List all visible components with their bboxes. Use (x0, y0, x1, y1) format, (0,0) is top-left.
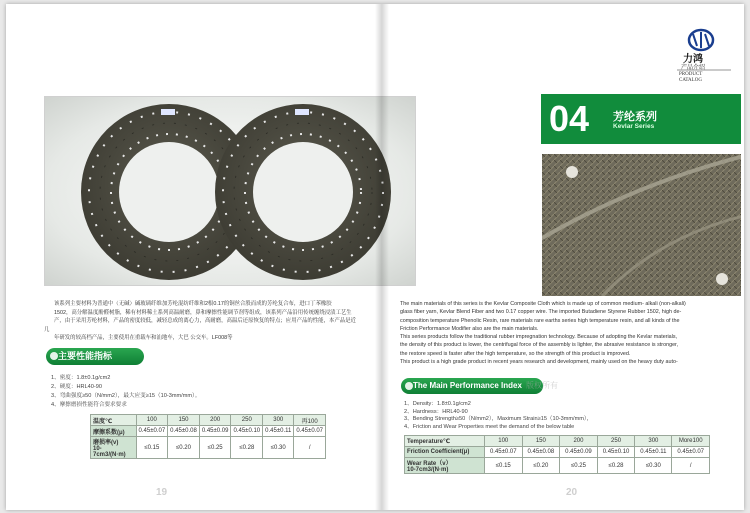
description-en-line: Friction Performance Modifier also are the main materials. (400, 325, 539, 332)
property-item: 2、Hardness：HRL40-90 (404, 408, 468, 415)
table-cell: 0.45±0.07 (484, 447, 522, 458)
performance-title-cn (46, 348, 144, 365)
table-row-label (405, 458, 485, 474)
bullet-dot-icon (405, 382, 413, 390)
description-en-line: the restore speed is faster after the high temperature, so the strength of this product is improved. (400, 350, 631, 357)
table-cell: 0.45±0.08 (168, 426, 200, 437)
property-item: 3、弯曲强度≥50（N/mm2），最大应变≥15（10-3mm/mm）。 (51, 393, 201, 399)
properties-list-cn (51, 374, 200, 410)
table-header-cell: 200 (560, 436, 598, 447)
description-en-line: composition temperature Phenolic Resin, rare materials rare earths series high temperature resin, and all kinds of the (400, 317, 680, 324)
table-row (405, 436, 710, 447)
wear-label-line: Wear Rate（v） (407, 461, 452, 467)
description-cn-line: 年研发的较高档产品，主要使用在重载车和汕地车，大巴 公交车。LF008等 (54, 335, 233, 341)
table-cell: 0.45±0.09 (199, 426, 231, 437)
wear-label-unit: 10-7cm3/(N·m) (407, 467, 449, 473)
table-header-cell: 100 (484, 436, 522, 447)
wear-label-unit: 10-7cm3/(N·m) (93, 446, 126, 458)
property-item: 4、Friction and Wear Properties meet the demand of the below table (404, 423, 575, 430)
page-gutter (375, 4, 389, 510)
description-en-line: This product is a high grade product in recent years research and development, mainly used on the heavy duty auto- (400, 359, 678, 366)
property-item: 4、摩擦磨损性能符合要求要求 (51, 402, 127, 408)
description-cn-line: 产，由于采用芳纶材料，产品的密度较低，减轻总成的离心力，高耐磨，高温后还原恢复的特点；应用产品的性能，本产品是近几 (44, 318, 356, 333)
table-cell: ≤0.20 (168, 437, 200, 459)
catalog-spread (6, 4, 744, 510)
page-number-left-text: 19 (156, 487, 168, 498)
property-item: 1、Density：1.8±0.1g/cm2 (404, 401, 471, 407)
performance-table-cn (90, 414, 326, 459)
description-en-line: the density of this product is lower, the centrifugal force of the assembly is lighter, the abrasive resistance is stronger, (400, 342, 679, 349)
table-header-cell: 250 (597, 436, 635, 447)
table-row (91, 426, 326, 437)
table-cell: 0.45±0.10 (597, 447, 635, 458)
brand-logo (667, 26, 741, 90)
page-number-right (566, 487, 577, 498)
clutch-disc-photo (44, 96, 416, 286)
table-row (405, 458, 710, 474)
wear-label-line: 磨损率(v) (93, 440, 119, 446)
table-cell: ≤0.15 (136, 437, 168, 459)
table-cell: 0.45±0.11 (263, 426, 294, 437)
table-cell: 0.45±0.08 (522, 447, 560, 458)
material-closeup-illustration (542, 154, 741, 296)
performance-title-en (401, 378, 543, 394)
series-title-cn: 芳纶系列 (613, 111, 657, 123)
properties-list-en (404, 401, 592, 431)
table-row (91, 415, 326, 426)
description-cn-line: 该系列主要材料为普通中（无碱）碱玻璃纤维加芳纶混纺纤维和2根0.17的铜丝合股而成的芳纶复合布，进口丁苯橡胶 (54, 301, 332, 307)
table-row-label: 摩擦系数(μ) (91, 426, 137, 437)
series-title-en: Kevlar Series (613, 123, 655, 130)
table-cell: ≤0.25 (199, 437, 231, 459)
table-cell: 0.45±0.11 (635, 447, 672, 458)
table-cell: ≤0.28 (597, 458, 635, 474)
watermark: 版权所有 (526, 381, 558, 390)
description-en (400, 300, 740, 366)
performance-title-en-text: The Main Performance Index (413, 381, 522, 390)
clutch-disc-right (215, 104, 391, 280)
table-cell: ≤0.20 (522, 458, 560, 474)
table-cell: ≤0.30 (263, 437, 294, 459)
bullet-dot-icon (50, 352, 58, 360)
table-cell: 0.45±0.07 (672, 447, 710, 458)
table-row (405, 447, 710, 458)
description-en-line: The main materials of this series is the Kevlar Composite Cloth which is made up of common medium- alkali (non-alkali) (400, 301, 686, 307)
table-header-cell: 再100 (294, 415, 326, 426)
table-row-label: Friction Coefficient(μ) (405, 447, 485, 458)
table-header-cell: 150 (168, 415, 200, 426)
table-header-cell: 150 (522, 436, 560, 447)
brand-name: 力鸿 (683, 54, 703, 65)
table-header-cell: 温度℃ (91, 415, 137, 426)
table-header-cell: More100 (672, 436, 710, 447)
table-header-cell: 300 (635, 436, 672, 447)
brand-subtitle-en: PRODUCT CATALOG (679, 72, 703, 83)
property-item: 2、硬度：HRL40-90 (51, 384, 102, 390)
table-cell: ≤0.25 (560, 458, 598, 474)
kevlar-material-photo (542, 154, 741, 296)
table-header-cell: 200 (199, 415, 231, 426)
description-en-line: glass fiber yarn, Kevlar Blend Fiber and two 0.17 copper wire. The imported Butadiene Styrene Rubber 1502, high de- (400, 309, 682, 316)
property-item: 1、密度：1.8±0.1g/cm2 (51, 375, 111, 381)
table-cell: / (294, 437, 326, 459)
description-cn (44, 300, 359, 343)
table-header-cell: 100 (136, 415, 168, 426)
series-number: 04 (549, 98, 590, 139)
table-cell: ≤0.15 (484, 458, 522, 474)
clutch-discs-illustration (45, 97, 417, 287)
table-cell: 0.45±0.09 (560, 447, 598, 458)
table-cell: 0.45±0.07 (294, 426, 326, 437)
table-cell: ≤0.28 (231, 437, 263, 459)
description-en-line: This series products follow the traditional rubber impregnation technology. Because of adopting the Kevlar materials, (400, 334, 678, 341)
table-header-cell: 300 (263, 415, 294, 426)
property-item: 3、Bending Strength≥50（N/mm2），Maximum Strain≥15（10-3mm/mm）， (404, 416, 593, 422)
table-header-cell: Temperature℃ (405, 436, 485, 447)
performance-title-cn-text: 主要性能指标 (58, 351, 113, 361)
table-row (91, 437, 326, 459)
table-row-label (91, 437, 137, 459)
table-cell: 0.45±0.10 (231, 426, 263, 437)
table-cell: ≤0.30 (635, 458, 672, 474)
page-number-left (156, 487, 167, 498)
table-header-cell: 250 (231, 415, 263, 426)
brand-subtitle-cn: 产品介绍 (681, 65, 706, 71)
series-banner (541, 94, 741, 144)
table-cell: 0.45±0.07 (136, 426, 168, 437)
performance-table-en (404, 435, 710, 474)
table-cell: / (672, 458, 710, 474)
description-cn-line: 1502，高分解温度酚醛树脂，稀有材料稀土系列高温耐磨，鼻和摩擦性能调节剂等组成，该系列产品沿用传统缠绕浸渍工艺生 (54, 309, 352, 316)
page-number-right-text: 20 (566, 487, 578, 498)
